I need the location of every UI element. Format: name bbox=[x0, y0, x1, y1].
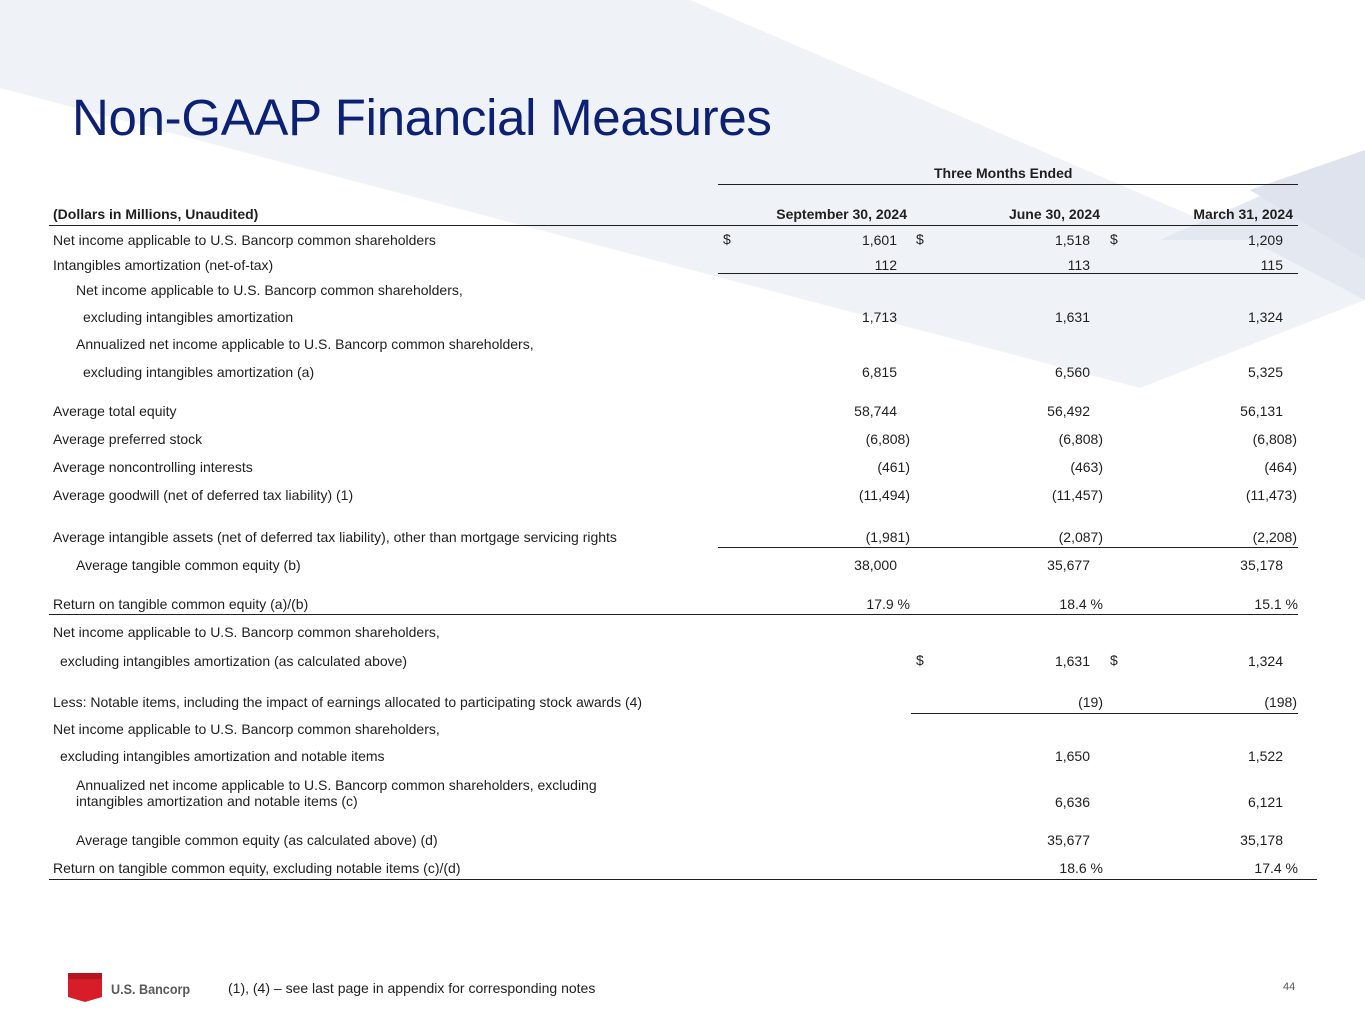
column-header-mar-2024: March 31, 2024 bbox=[1193, 206, 1293, 222]
currency-symbol: $ bbox=[916, 231, 924, 247]
row-label: Average noncontrolling interests bbox=[53, 459, 253, 475]
table-cell: (2,208) bbox=[1252, 529, 1297, 545]
table-cell: 35,178 bbox=[1240, 557, 1283, 573]
logo-wordmark: U.S. Bancorp bbox=[111, 981, 191, 997]
table-cell: 115 bbox=[1260, 257, 1283, 273]
table-cell: (11,473) bbox=[1245, 487, 1297, 503]
table-cell: 35,677 bbox=[1047, 832, 1090, 848]
table-cell: (11,494) bbox=[858, 487, 910, 503]
table-cell: 17.4 % bbox=[1254, 860, 1298, 876]
table-cell: 6,815 bbox=[861, 364, 897, 380]
subtotal-rule bbox=[718, 273, 1298, 274]
currency-symbol: $ bbox=[1110, 652, 1118, 668]
header-group-rule bbox=[718, 184, 1298, 185]
table-cell: 18.4 % bbox=[1059, 596, 1103, 612]
table-cell: 1,324 bbox=[1247, 309, 1283, 325]
table-cell: 56,131 bbox=[1240, 403, 1283, 419]
table-cell: 1,324 bbox=[1247, 653, 1283, 669]
row-label: Net income applicable to U.S. Bancorp common shareholders bbox=[53, 232, 436, 248]
table-cell: 113 bbox=[1067, 257, 1090, 273]
table-cell: 35,677 bbox=[1047, 557, 1090, 573]
table-cell: 18.6 % bbox=[1059, 860, 1103, 876]
table-cell: (19) bbox=[1078, 694, 1103, 710]
row-label: Average intangible assets (net of deferred tax liability), other than mortgage servicing rights bbox=[53, 529, 617, 545]
table-cell: 17.9 % bbox=[866, 596, 910, 612]
table-cell: 58,744 bbox=[854, 403, 897, 419]
table-cell: 6,560 bbox=[1054, 364, 1090, 380]
header-units-label: (Dollars in Millions, Unaudited) bbox=[53, 206, 259, 222]
currency-symbol: $ bbox=[1110, 231, 1118, 247]
row-label: Average tangible common equity (b) bbox=[76, 557, 301, 573]
header-group-label: Three Months Ended bbox=[934, 165, 1073, 181]
table-bottom-rule bbox=[49, 879, 1317, 880]
table-cell: (198) bbox=[1264, 694, 1297, 710]
section-rule bbox=[49, 614, 1298, 615]
row-label: Less: Notable items, including the impact of earnings allocated to participating stock awards (4) bbox=[53, 694, 643, 710]
row-label: intangibles amortization and notable items (c) bbox=[76, 793, 358, 809]
table-cell: 1,522 bbox=[1247, 748, 1283, 764]
row-label: Annualized net income applicable to U.S. Bancorp common shareholders, bbox=[76, 336, 534, 352]
table-cell: 6,636 bbox=[1054, 794, 1090, 810]
column-header-jun-2024: June 30, 2024 bbox=[1008, 206, 1100, 222]
page-title: Non-GAAP Financial Measures bbox=[72, 89, 772, 146]
row-label: excluding intangibles amortization (as calculated above) bbox=[60, 653, 408, 669]
table-cell: 112 bbox=[874, 257, 897, 273]
row-label: Average preferred stock bbox=[53, 431, 203, 447]
table-cell: (461) bbox=[877, 459, 910, 475]
row-label: Net income applicable to U.S. Bancorp common shareholders, bbox=[76, 282, 463, 298]
currency-symbol: $ bbox=[916, 652, 924, 668]
table-cell: (464) bbox=[1264, 459, 1297, 475]
column-header-sep-2024: September 30, 2024 bbox=[776, 206, 907, 222]
table-cell: 1,209 bbox=[1247, 232, 1283, 248]
row-label: Intangibles amortization (net-of-tax) bbox=[53, 257, 274, 273]
table-cell: 1,650 bbox=[1054, 748, 1090, 764]
header-rule bbox=[49, 225, 1298, 226]
row-label: excluding intangibles amortization bbox=[83, 309, 294, 325]
table-cell: (6,808) bbox=[1058, 431, 1103, 447]
row-label: Annualized net income applicable to U.S. Bancorp common shareholders, excluding bbox=[76, 777, 597, 793]
row-label: excluding intangibles amortization (a) bbox=[83, 364, 315, 380]
subtotal-rule bbox=[911, 713, 1298, 714]
row-label: Return on tangible common equity, excluding notable items (c)/(d) bbox=[53, 860, 461, 876]
table-cell: 1,631 bbox=[1054, 653, 1090, 669]
table-cell: 1,601 bbox=[861, 232, 897, 248]
row-label: excluding intangibles amortization and notable items bbox=[60, 748, 385, 764]
row-label: Net income applicable to U.S. Bancorp common shareholders, bbox=[53, 624, 440, 640]
page-number: 44 bbox=[1283, 981, 1296, 993]
table-cell: 35,178 bbox=[1240, 832, 1283, 848]
table-cell: 6,121 bbox=[1247, 794, 1283, 810]
table-cell: (1,981) bbox=[865, 529, 910, 545]
table-cell: 1,518 bbox=[1054, 232, 1090, 248]
table-cell: 56,492 bbox=[1047, 403, 1090, 419]
table-cell: (6,808) bbox=[1252, 431, 1297, 447]
us-bancorp-logo bbox=[67, 971, 105, 1003]
table-cell: 1,713 bbox=[861, 309, 897, 325]
table-cell: 38,000 bbox=[854, 557, 897, 573]
row-label: Average total equity bbox=[53, 403, 177, 419]
subtotal-rule bbox=[718, 547, 1298, 548]
currency-symbol: $ bbox=[723, 231, 731, 247]
row-label: Average goodwill (net of deferred tax liability) (1) bbox=[53, 487, 354, 503]
table-cell: 5,325 bbox=[1247, 364, 1283, 380]
table-cell: (6,808) bbox=[865, 431, 910, 447]
row-label: Net income applicable to U.S. Bancorp common shareholders, bbox=[53, 721, 440, 737]
table-cell: 15.1 % bbox=[1254, 596, 1298, 612]
row-label: Average tangible common equity (as calculated above) (d) bbox=[76, 832, 438, 848]
table-cell: (463) bbox=[1070, 459, 1103, 475]
footnote: (1), (4) – see last page in appendix for corresponding notes bbox=[228, 980, 596, 996]
table-cell: (11,457) bbox=[1051, 487, 1103, 503]
table-cell: 1,631 bbox=[1054, 309, 1090, 325]
table-cell: (2,087) bbox=[1058, 529, 1103, 545]
row-label: Return on tangible common equity (a)/(b) bbox=[53, 596, 309, 612]
